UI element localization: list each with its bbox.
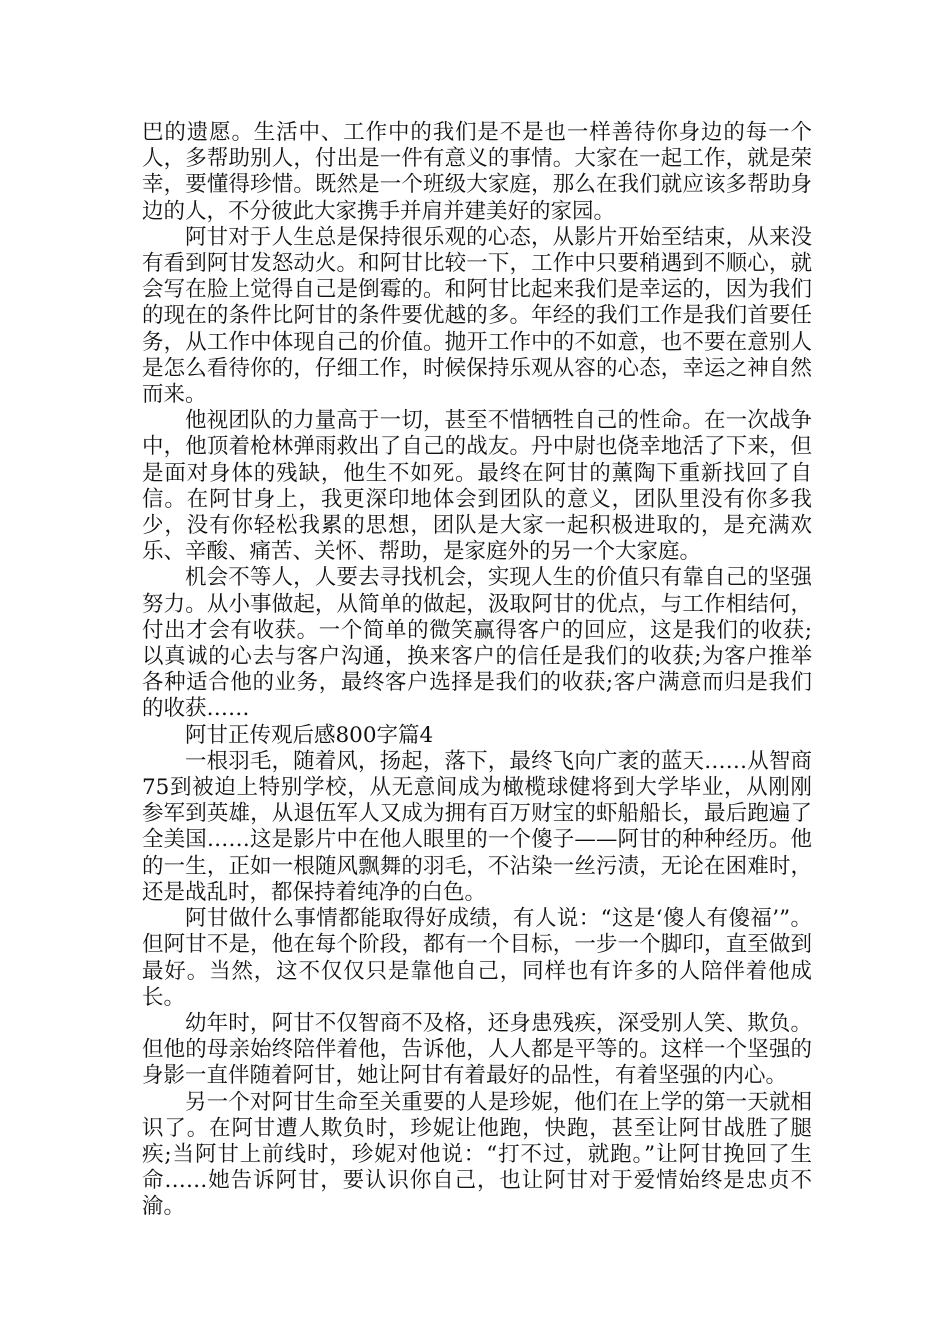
paragraph-8: 另一个对阿甘生命至关重要的人是珍妮，他们在上学的第一天就相识了。在阿甘遭人欺负时，珍妮让他跑，快跑，甚至让阿甘战胜了腿疾;当阿甘上前线时，珍妮对他说：“打不过，就跑。”让阿甘挽回了生命……她告诉阿甘，要认识你自己，也让阿甘对于爱情始终是忠贞不渝。 bbox=[142, 1089, 812, 1220]
document-body bbox=[142, 120, 812, 1221]
paragraph-4: 机会不等人，人要去寻找机会，实现人生的价值只有靠自己的坚强努力。从小事做起，从简单的做起，汲取阿甘的优点，与工作相结何，付出才会有收获。一个简单的微笑赢得客户的回应，这是我们的收获;以真诚的心去与客户沟通，换来客户的信任是我们的收获;为客户推举各种适合他的业务，最终客户选择是我们的收获;客户满意而归是我们的收获…… bbox=[142, 565, 812, 722]
paragraph-7: 幼年时，阿甘不仅智商不及格，还身患残疾，深受别人笑、欺负。但他的母亲始终陪伴着他，告诉他，人人都是平等的。这样一个坚强的身影一直伴随着阿甘，她让阿甘有着最好的品性，有着坚强的内心。 bbox=[142, 1010, 812, 1089]
paragraph-1: 巴的遗愿。生活中、工作中的我们是不是也一样善待你身边的每一个人，多帮助别人，付出是一件有意义的事情。大家在一起工作，就是荣幸，要懂得珍惜。既然是一个班级大家庭，那么在我们就应该多帮助身边的人，不分彼此大家携手并肩并建美好的家园。 bbox=[142, 120, 812, 224]
paragraph-5: 一根羽毛，随着风，扬起，落下，最终飞向广袤的蓝天……从智商75到被迫上特别学校，从无意间成为橄榄球健将到大学毕业，从刚刚参军到英雄，从退伍军人又成为拥有百万财宝的虾船船长，最后跑遍了全美国……这是影片中在他人眼里的一个傻子——阿甘的种种经历。他的一生，正如一根随风飘舞的羽毛，不沾染一丝污渍，无论在困难时，还是战乱时，都保持着纯净的白色。 bbox=[142, 748, 812, 905]
paragraph-3: 他视团队的力量高于一切，甚至不惜牺牲自己的性命。在一次战争中，他顶着枪林弹雨救出了自己的战友。丹中尉也侥幸地活了下来，但是面对身体的残缺，他生不如死。最终在阿甘的薰陶下重新找回了自信。在阿甘身上，我更深印地体会到团队的意义，团队里没有你多我少，没有你轻松我累的思想，团队是大家一起积极进取的，是充满欢乐、辛酸、痛苦、关怀、帮助，是家庭外的另一个大家庭。 bbox=[142, 408, 812, 565]
paragraph-6: 阿甘做什么事情都能取得好成绩，有人说：“这是‘傻人有傻福’”。但阿甘不是，他在每个阶段，都有一个目标，一步一个脚印，直至做到最好。当然，这不仅仅只是靠他自己，同样也有许多的人陪伴着他成长。 bbox=[142, 906, 812, 1010]
section-heading: 阿甘正传观后感800字篇4 bbox=[185, 722, 434, 748]
paragraph-2: 阿甘对于人生总是保持很乐观的心态，从影片开始至结束，从来没有看到阿甘发怒动火。和阿甘比较一下，工作中只要稍遇到不顺心，就会写在脸上觉得自己是倒霉的。和阿甘比起来我们是幸运的，因为我们的现在的条件比阿甘的条件要优越的多。年经的我们工作是我们首要任务，从工作中体现自己的价值。抛开工作中的不如意，也不要在意别人是怎么看待你的，仔细工作，时候保持乐观从容的心态，幸运之神自然而来。 bbox=[142, 224, 812, 408]
